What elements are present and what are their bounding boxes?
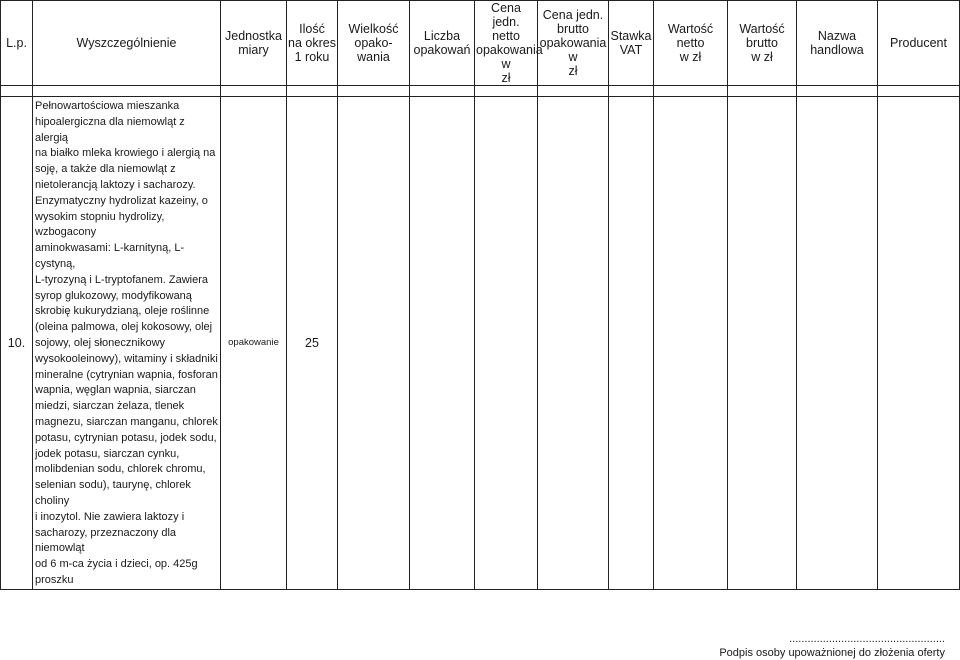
header-trade-name: Nazwa handlowa <box>797 1 878 86</box>
header-specification: Wyszczególnienie <box>33 1 221 86</box>
signature-label: Podpis osoby upoważnionej do złożenia oferty <box>719 647 945 659</box>
description-line: Pełnowartościowa mieszanka <box>35 100 180 112</box>
cell-unit: opakowanie <box>221 97 287 590</box>
cell-net-value[interactable] <box>654 97 728 590</box>
header-row <box>1 1 960 86</box>
header-pack-count: Liczba opakowań <box>410 1 475 86</box>
description-line: magnezu, siarczan manganu, chlorek <box>35 415 218 428</box>
description-line: od 6 m-ca życia i dzieci, op. 425g <box>35 558 198 571</box>
description-line: sacharozy, przeznaczony dla niemowląt <box>35 526 177 555</box>
description-line: Enzymatyczny hydrolizat kazeiny, o <box>35 194 208 207</box>
cell-gross-value[interactable] <box>728 97 797 590</box>
description-line: (oleina palmowa, olej kokosowy, olej <box>35 321 213 334</box>
description-line: sojowy, olej słonecznikowy <box>35 336 166 349</box>
description-line: selenian sodu), taurynę, chlorek choliny <box>35 479 191 507</box>
header-gross-price: Cena jedn. brutto opakowania w zł <box>538 1 609 86</box>
header-net-price: Cena jedn. netto opakowania w zł <box>476 1 543 85</box>
description-line: wapnia, węglan wapnia, siarczan <box>35 384 196 397</box>
cell-description <box>33 97 221 590</box>
header-vat: Stawka VAT <box>609 1 654 86</box>
table-row <box>1 97 960 590</box>
signature-dots: ................................................... <box>789 633 945 645</box>
description-line: aminokwasami: L-karnityną, L-cystyną, <box>35 242 185 270</box>
description-line: L-tyrozyną i L-tryptofanem. Zawiera <box>35 273 209 286</box>
header-quantity: Ilość na okres 1 roku <box>287 1 338 86</box>
cell-trade-name[interactable] <box>797 97 878 590</box>
cell-pack-count[interactable] <box>410 97 475 590</box>
description-line: na białko mleka krowiego i alergią na <box>35 147 216 160</box>
cell-gross-price[interactable] <box>538 97 609 590</box>
description-line: hipoalergiczna dla niemowląt z alergią <box>35 115 185 144</box>
header-gross-value: Wartość brutto w zł <box>728 1 797 86</box>
cell-pack-size[interactable] <box>338 97 410 590</box>
header-producer: Producent <box>878 1 960 86</box>
description-line: nietolerancją laktozy i sacharozy. <box>35 178 196 191</box>
header-pack-size: Wielkość opako- wania <box>338 1 410 86</box>
description-line: miedzi, siarczan żelaza, tlenek <box>35 400 185 413</box>
description-line: proszku <box>35 573 74 586</box>
cell-lp: 10. <box>1 97 33 590</box>
header-unit: Jednostka miary <box>221 1 287 86</box>
description-line: jodek potasu, siarczan cynku, <box>35 447 180 460</box>
description-line: wysokim stopniu hydrolizy, wzbogacony <box>35 210 165 239</box>
description-line: wysokooleinowy), witaminy i składniki <box>35 352 218 365</box>
header-net-value: Wartość netto w zł <box>654 1 728 86</box>
spacer-row <box>1 86 960 97</box>
description-line: syrop glukozowy, modyfikowaną <box>35 289 192 302</box>
signature-block <box>700 632 945 660</box>
cell-vat[interactable] <box>609 97 654 590</box>
description-line: i inozytol. Nie zawiera laktozy i <box>35 510 185 523</box>
header-lp: L.p. <box>1 1 33 86</box>
description-line: mineralne (cytrynian wapnia, fosforan <box>35 368 218 381</box>
description-line: soję, a także dla niemowląt z <box>35 163 176 176</box>
description-line: potasu, cytrynian potasu, jodek sodu, <box>35 431 217 444</box>
description-line: molibdenian sodu, chlorek chromu, <box>35 463 206 476</box>
cell-quantity: 25 <box>287 97 338 590</box>
description-line: skrobię kukurydzianą, oleje roślinne <box>35 305 210 318</box>
cell-net-price[interactable] <box>475 97 538 590</box>
cell-producer[interactable] <box>878 97 960 590</box>
